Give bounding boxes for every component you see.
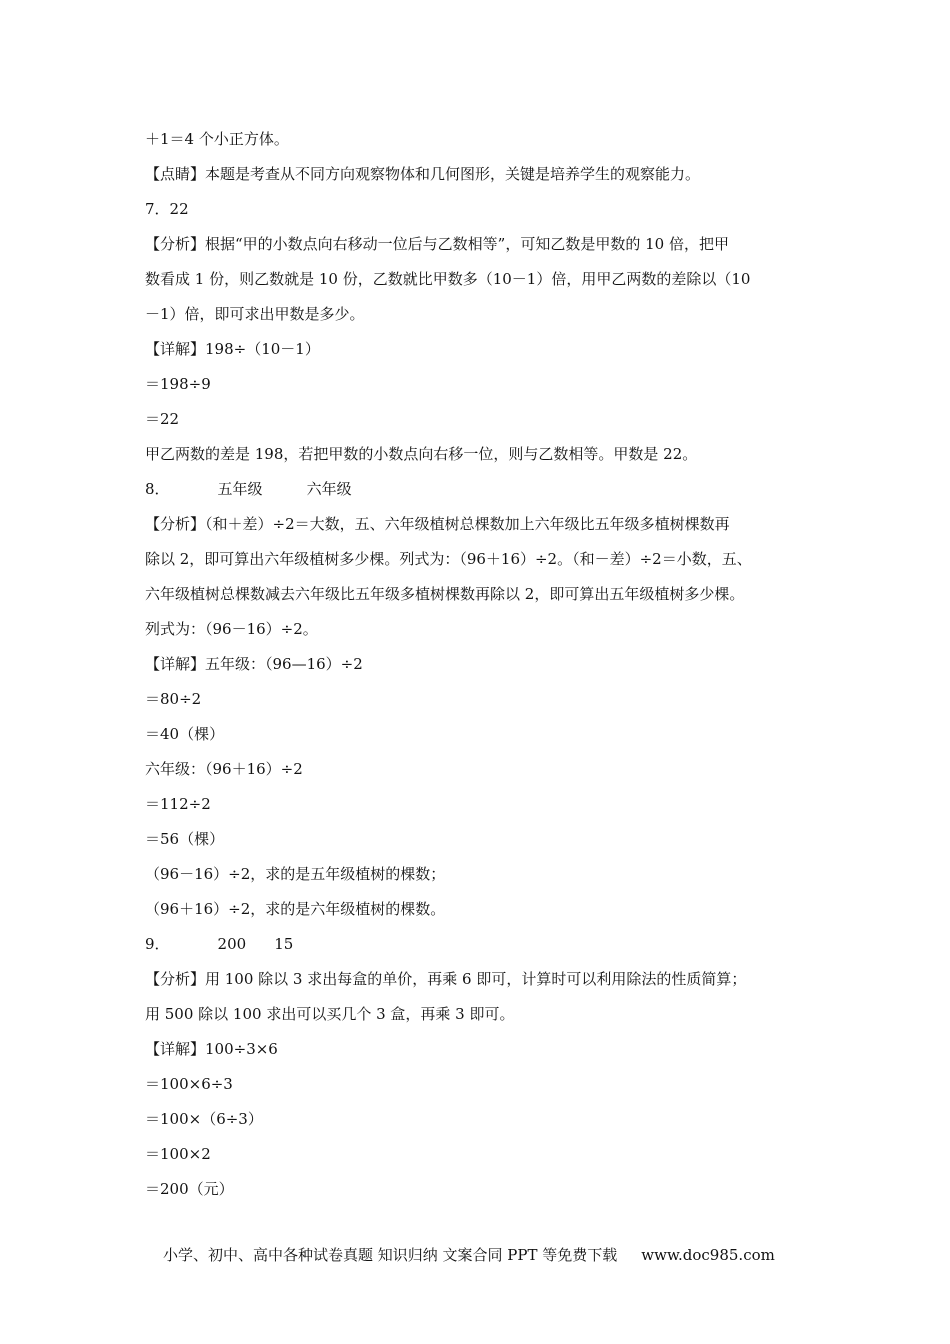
- analysis-line: －1）倍，即可求出甲数是多少。: [145, 305, 365, 323]
- detail-line: 【详解】100÷3×6: [145, 1040, 278, 1058]
- question-8-number: 8．: [145, 480, 170, 498]
- detail-line: ＝112÷2: [145, 795, 211, 813]
- analysis-line: 用 500 除以 100 求出可以买几个 3 盒，再乘 3 即可。: [145, 1005, 515, 1023]
- detail-line: ＝40（棵）: [145, 725, 225, 743]
- answer-blank: 15: [274, 935, 294, 953]
- answer-content: [145, 122, 805, 1207]
- footer-text: 小学、初中、高中各种试卷真题 知识归纳 文案合同 PPT 等免费下载: [163, 1246, 618, 1264]
- analysis-line: 六年级植树总棵数减去六年级比五年级多植树棵数再除以 2，即可算出五年级植树多少棵。: [145, 585, 745, 603]
- detail-line: ＝100×6÷3: [145, 1075, 233, 1093]
- footer-url[interactable]: www.doc985.com: [641, 1246, 775, 1264]
- question-9-number: 9．: [145, 935, 170, 953]
- question-8-answer: [145, 472, 805, 507]
- analysis-line: 除以 2，即可算出六年级植树多少棵。列式为：（96＋16）÷2。（和－差）÷2＝小数，五、: [145, 550, 752, 568]
- conclusion-line: （96－16）÷2，求的是五年级植树的棵数；: [145, 865, 446, 883]
- answer-blank: 五年级: [217, 480, 263, 498]
- dianjing-line: 【点睛】本题是考查从不同方向观察物体和几何图形，关键是培养学生的观察能力。: [145, 165, 701, 183]
- detail-line: ＝56（棵）: [145, 830, 225, 848]
- text-line: ＋1＝4 个小正方体。: [145, 130, 289, 148]
- page-footer: [163, 1244, 775, 1265]
- detail-line: 【详解】198÷（10－1）: [145, 340, 320, 358]
- analysis-line: 数看成 1 份，则乙数就是 10 份，乙数就比甲数多（10－1）倍，用甲乙两数的差除以（10: [145, 270, 751, 288]
- detail-line: ＝100×2: [145, 1145, 211, 1163]
- analysis-line: 列式为：（96－16）÷2。: [145, 620, 318, 638]
- conclusion-line: （96＋16）÷2，求的是六年级植树的棵数。: [145, 900, 446, 918]
- detail-line: ＝198÷9: [145, 375, 211, 393]
- question-9-answer: [145, 927, 805, 962]
- detail-line: ＝100×（6÷3）: [145, 1110, 263, 1128]
- analysis-line: 【分析】用 100 除以 3 求出每盒的单价，再乘 6 即可，计算时可以利用除法的性质简算；: [145, 970, 747, 988]
- detail-line: ＝22: [145, 410, 180, 428]
- analysis-line: 【分析】根据“甲的小数点向右移动一位后与乙数相等”，可知乙数是甲数的 10 倍，把甲: [145, 235, 729, 253]
- detail-line: ＝80÷2: [145, 690, 202, 708]
- answer-blank: 六年级: [306, 480, 352, 498]
- detail-line: ＝200（元）: [145, 1180, 234, 1198]
- conclusion-line: 甲乙两数的差是 198，若把甲数的小数点向右移一位，则与乙数相等。甲数是 22。: [145, 445, 698, 463]
- question-7-answer: 7．22: [145, 200, 189, 218]
- analysis-line: 【分析】（和＋差）÷2＝大数，五、六年级植树总棵数加上六年级比五年级多植树棵数再: [145, 515, 730, 533]
- answer-blank: 200: [217, 935, 247, 953]
- detail-line: 【详解】五年级：（96—16）÷2: [145, 655, 363, 673]
- detail-line: 六年级：（96＋16）÷2: [145, 760, 303, 778]
